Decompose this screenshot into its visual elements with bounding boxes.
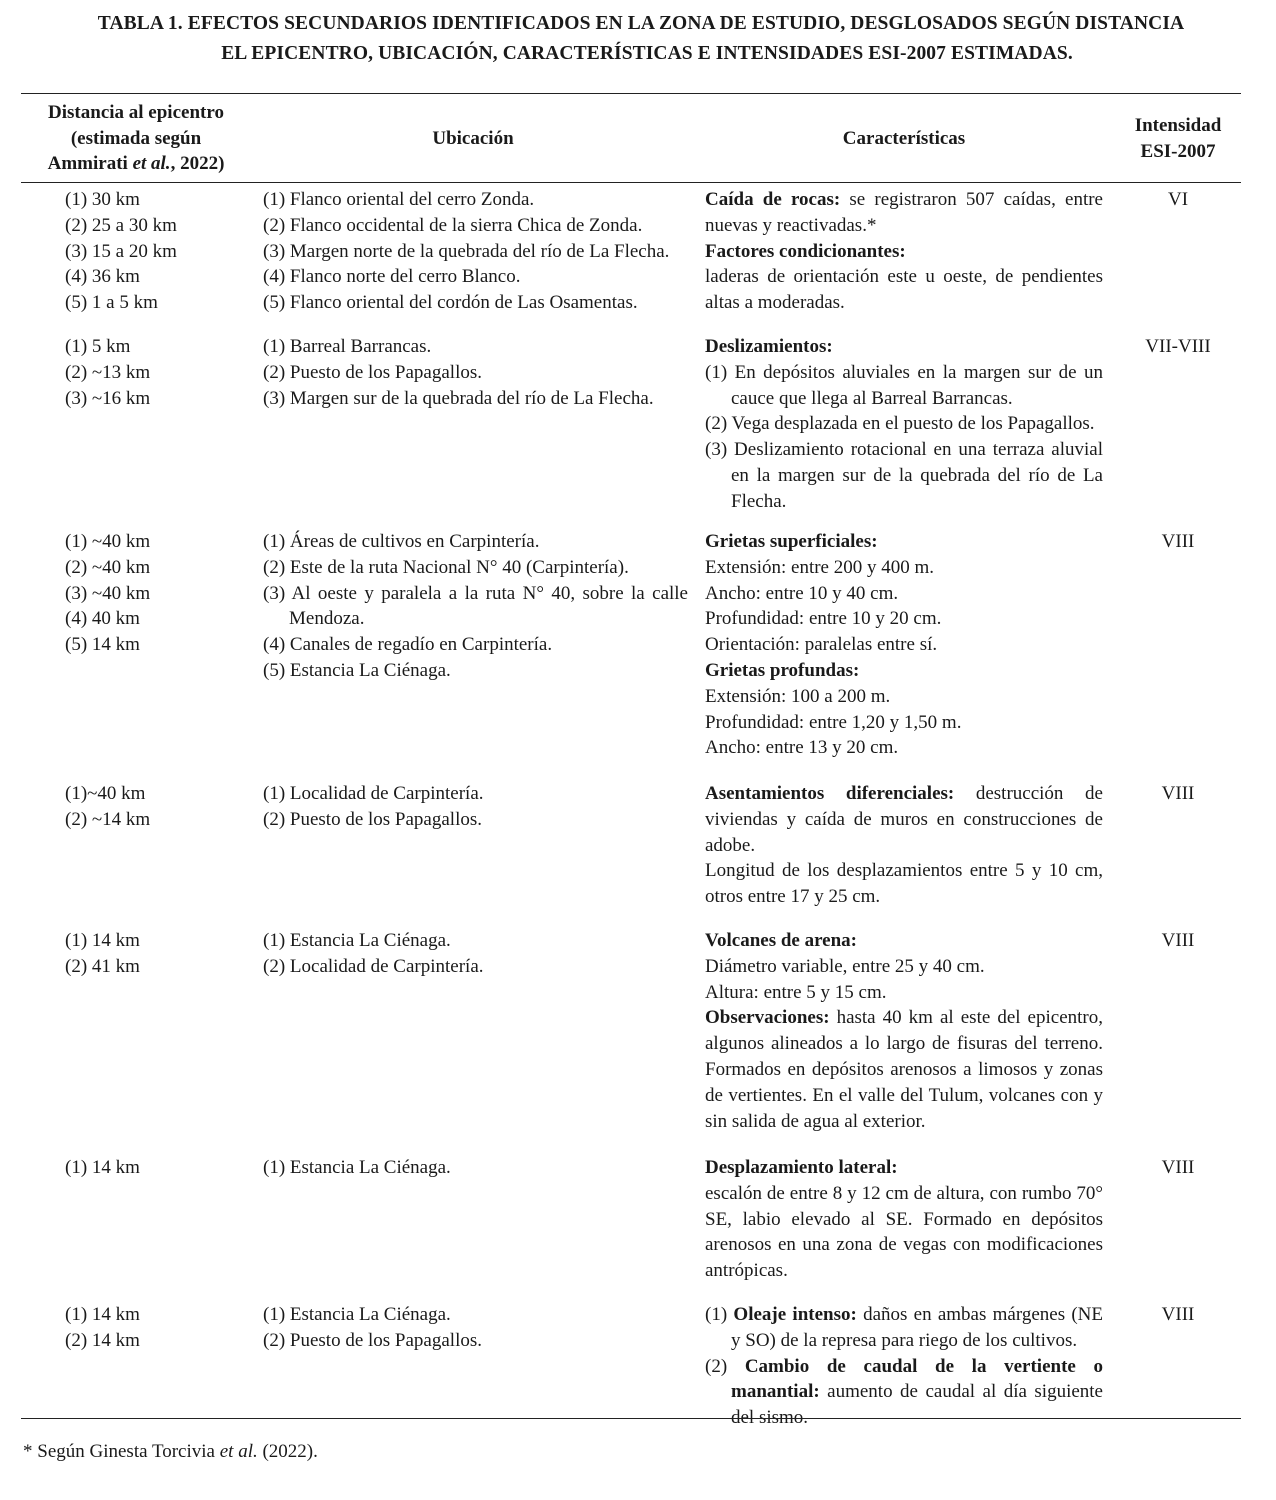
location-item: (1) Flanco oriental del cerro Zonda. bbox=[263, 189, 535, 210]
distance-item: (1) ~40 km bbox=[65, 531, 151, 552]
distance-item: (2) ~13 km bbox=[65, 361, 151, 383]
distance-cell bbox=[65, 1155, 245, 1181]
effect-item: (2) Vega desplazada en el puesto de los Papagallos. bbox=[705, 413, 1095, 435]
characteristics-cell bbox=[705, 187, 1103, 316]
footnote-year: (2022). bbox=[257, 1441, 318, 1462]
characteristics-cell bbox=[705, 1302, 1103, 1431]
location-item: (1) Localidad de Carpintería. bbox=[263, 783, 484, 804]
effect-label bbox=[705, 239, 1103, 265]
effect-label-text: Desplazamiento lateral: bbox=[705, 1157, 898, 1178]
intensity-value: VIII bbox=[1161, 1304, 1195, 1325]
distance-item: (4) 36 km bbox=[65, 266, 140, 288]
effect-text: Orientación: paralelas entre sí. bbox=[705, 634, 938, 656]
effect-label bbox=[705, 334, 1103, 360]
effect-item: (3) Deslizamiento rotacional en una terraza aluvial en la margen sur de la quebrada del río de La Flecha. bbox=[705, 439, 1103, 512]
effect-label: Caída de rocas: bbox=[705, 189, 841, 210]
effect-item bbox=[705, 1354, 1103, 1431]
distance-cell bbox=[65, 187, 245, 316]
location-cell bbox=[263, 1302, 688, 1354]
location-item: (2) Este de la ruta Nacional N° 40 (Carpintería). bbox=[263, 556, 629, 578]
header-rule bbox=[21, 182, 1241, 183]
effect-label: Cambio de caudal de la vertiente o manantial: bbox=[731, 1355, 1103, 1403]
effect-text: destrucción de viviendas y caída de muros en construcciones de adobe. bbox=[705, 783, 1103, 856]
header-distance-line-2: (estimada según bbox=[70, 127, 202, 149]
location-item: (5) Flanco oriental del cordón de Las Osamentas. bbox=[263, 292, 638, 314]
location-item: (1) Estancia La Ciénaga. bbox=[263, 1304, 451, 1325]
distance-cell bbox=[65, 928, 245, 980]
effect-text: Ancho: entre 13 y 20 cm. bbox=[705, 737, 899, 759]
table-title-line-1: TABLA 1. EFECTOS SECUNDARIOS IDENTIFICADOS EN LA ZONA DE ESTUDIO, DESGLOSADOS SEGÚN DISTANCIA bbox=[97, 13, 1185, 34]
effect-text: hasta 40 km al este del epicentro, algunos alineados a lo largo de fisuras del terreno. Formados en depósitos arenosos a limosos y zonas de vertientes. En el valle del Tulum, volcanes con y sin salida de agua al exterior. bbox=[705, 1007, 1103, 1132]
location-cell bbox=[263, 334, 688, 411]
table-title-line-2: EL EPICENTRO, UBICACIÓN, CARACTERÍSTICAS E INTENSIDADES ESI-2007 ESTIMADAS. bbox=[221, 43, 1073, 64]
intensity-value: VIII bbox=[1161, 531, 1195, 552]
characteristics-cell bbox=[705, 334, 1103, 515]
effect-text: se registraron 507 caídas, entre nuevas y reactivadas.* bbox=[705, 189, 1103, 236]
intensity-value: VIII bbox=[1161, 930, 1195, 951]
location-item: (1) Áreas de cultivos en Carpintería. bbox=[263, 531, 540, 552]
characteristics-cell bbox=[705, 529, 1103, 761]
header-characteristics: Características bbox=[842, 128, 966, 149]
distance-cell bbox=[65, 334, 245, 411]
effect-label bbox=[705, 529, 1103, 555]
characteristics-paragraph bbox=[705, 1005, 1103, 1134]
effect-label bbox=[705, 1155, 1103, 1181]
effect-label-text: Deslizamientos: bbox=[705, 336, 833, 357]
distance-item: (1)~40 km bbox=[65, 783, 146, 804]
distance-item: (2) 25 a 30 km bbox=[65, 214, 177, 236]
characteristics-cell bbox=[705, 928, 1103, 1134]
location-item: (4) Canales de regadío en Carpintería. bbox=[263, 634, 553, 656]
distance-item: (4) 40 km bbox=[65, 608, 140, 630]
effect-text: laderas de orientación este u oeste, de pendientes altas a moderadas. bbox=[705, 266, 1103, 314]
item-number: (1) bbox=[705, 1304, 734, 1325]
effect-label-text: Grietas profundas: bbox=[705, 659, 860, 681]
header-intensity-line-1: Intensidad bbox=[1134, 115, 1222, 136]
location-cell bbox=[263, 187, 688, 316]
effect-text: Altura: entre 5 y 15 cm. bbox=[705, 981, 887, 1003]
characteristics-paragraph bbox=[705, 781, 1103, 858]
effect-label-text: Factores condicionantes: bbox=[705, 240, 906, 262]
effect-label: Oleaje intenso: bbox=[733, 1304, 857, 1325]
intensity-value: VIII bbox=[1161, 1157, 1195, 1178]
effect-text: daños en ambas márgenes (NE y SO) de la represa para riego de los cultivos. bbox=[731, 1304, 1103, 1351]
location-item: (2) Puesto de los Papagallos. bbox=[263, 1329, 483, 1351]
distance-item: (2) 41 km bbox=[65, 955, 140, 977]
location-item: (5) Estancia La Ciénaga. bbox=[263, 659, 451, 681]
effect-text: Profundidad: entre 1,20 y 1,50 m. bbox=[705, 711, 962, 733]
location-item: (1) Barreal Barrancas. bbox=[263, 336, 432, 357]
effect-label-text: Grietas superficiales: bbox=[705, 531, 878, 552]
location-item: (2) Puesto de los Papagallos. bbox=[263, 361, 483, 383]
header-distance-etal: et al. bbox=[132, 153, 171, 174]
location-item: (2) Puesto de los Papagallos. bbox=[263, 808, 483, 830]
distance-cell bbox=[65, 781, 245, 833]
effect-text: aumento de caudal al día siguiente del sismo. bbox=[731, 1381, 1103, 1429]
effect-text: Extensión: 100 a 200 m. bbox=[705, 685, 891, 707]
effect-label: Observaciones: bbox=[705, 1007, 830, 1029]
effect-text: Ancho: entre 10 y 40 cm. bbox=[705, 582, 899, 604]
footnote-etal: et al. bbox=[219, 1441, 258, 1462]
effect-label-text: Volcanes de arena: bbox=[705, 930, 857, 951]
distance-item: (1) 14 km bbox=[65, 1304, 140, 1325]
location-item: (3) Margen sur de la quebrada del río de La Flecha. bbox=[263, 387, 654, 409]
location-item: (2) Flanco occidental de la sierra Chica de Zonda. bbox=[263, 214, 643, 236]
footnote bbox=[23, 1441, 318, 1463]
distance-item: (3) 15 a 20 km bbox=[65, 240, 177, 262]
characteristics-cell bbox=[705, 781, 1103, 910]
effect-item: (1) En depósitos aluviales en la margen sur de un cauce que llega al Barreal Barrancas. bbox=[705, 361, 1103, 409]
distance-item: (1) 5 km bbox=[65, 336, 131, 357]
effect-text: Diámetro variable, entre 25 y 40 cm. bbox=[705, 955, 985, 977]
location-cell bbox=[263, 529, 688, 684]
effect-text: Profundidad: entre 10 y 20 cm. bbox=[705, 608, 942, 630]
location-item: (1) Estancia La Ciénaga. bbox=[263, 1157, 451, 1178]
distance-item: (5) 14 km bbox=[65, 634, 140, 656]
distance-item: (3) ~40 km bbox=[65, 582, 151, 604]
distance-item: (2) ~40 km bbox=[65, 556, 151, 578]
location-item: (4) Flanco norte del cerro Blanco. bbox=[263, 266, 521, 288]
header-intensity bbox=[1118, 113, 1238, 164]
location-cell bbox=[263, 1155, 688, 1181]
effect-label bbox=[705, 658, 1103, 684]
intensity-value: VI bbox=[1167, 189, 1189, 210]
header-location: Ubicación bbox=[432, 128, 514, 149]
location-item: (3) Margen norte de la quebrada del río de La Flecha. bbox=[263, 240, 670, 262]
effect-text: Extensión: entre 200 y 400 m. bbox=[705, 556, 935, 578]
effect-label: Asentamientos diferenciales: bbox=[705, 783, 955, 804]
effect-item bbox=[705, 1302, 1103, 1354]
footnote-text: * Según Ginesta Torcivia bbox=[23, 1441, 220, 1462]
distance-item: (3) ~16 km bbox=[65, 387, 151, 409]
location-item: (1) Estancia La Ciénaga. bbox=[263, 930, 451, 951]
location-cell bbox=[263, 928, 688, 980]
header-distance bbox=[21, 100, 251, 177]
header-distance-author: Ammirati bbox=[47, 153, 133, 174]
header-distance-line-1: Distancia al epicentro bbox=[48, 102, 224, 123]
distance-item: (1) 14 km bbox=[65, 930, 140, 951]
location-item: (2) Localidad de Carpintería. bbox=[263, 955, 484, 977]
item-number: (2) bbox=[705, 1355, 745, 1377]
characteristics-cell bbox=[705, 1155, 1103, 1284]
top-rule bbox=[21, 93, 1241, 94]
header-distance-year: , 2022) bbox=[170, 153, 225, 174]
intensity-value: VII-VIII bbox=[1145, 336, 1211, 357]
location-cell bbox=[263, 781, 688, 833]
location-item: (3) Al oeste y paralela a la ruta N° 40, sobre la calle Mendoza. bbox=[263, 582, 688, 630]
effect-text: escalón de entre 8 y 12 cm de altura, con rumbo 70° SE, labio elevado al SE. Formado en depósitos arenosos en una zona de vegas con modificaciones antrópicas. bbox=[705, 1182, 1103, 1282]
distance-item: (2) ~14 km bbox=[65, 808, 151, 830]
distance-cell bbox=[65, 529, 245, 658]
header-distance-line-3 bbox=[21, 151, 251, 177]
distance-item: (1) 30 km bbox=[65, 189, 140, 210]
characteristics-paragraph bbox=[705, 187, 1103, 239]
effect-text: Longitud de los desplazamientos entre 5 y 10 cm, otros entre 17 y 25 cm. bbox=[705, 860, 1103, 908]
distance-item: (1) 14 km bbox=[65, 1157, 140, 1178]
effect-label bbox=[705, 928, 1103, 954]
bottom-rule bbox=[21, 1418, 1241, 1419]
header-intensity-line-2: ESI-2007 bbox=[1140, 140, 1216, 162]
distance-item: (2) 14 km bbox=[65, 1329, 140, 1351]
intensity-value: VIII bbox=[1161, 783, 1195, 804]
distance-item: (5) 1 a 5 km bbox=[65, 292, 158, 314]
distance-cell bbox=[65, 1302, 245, 1354]
